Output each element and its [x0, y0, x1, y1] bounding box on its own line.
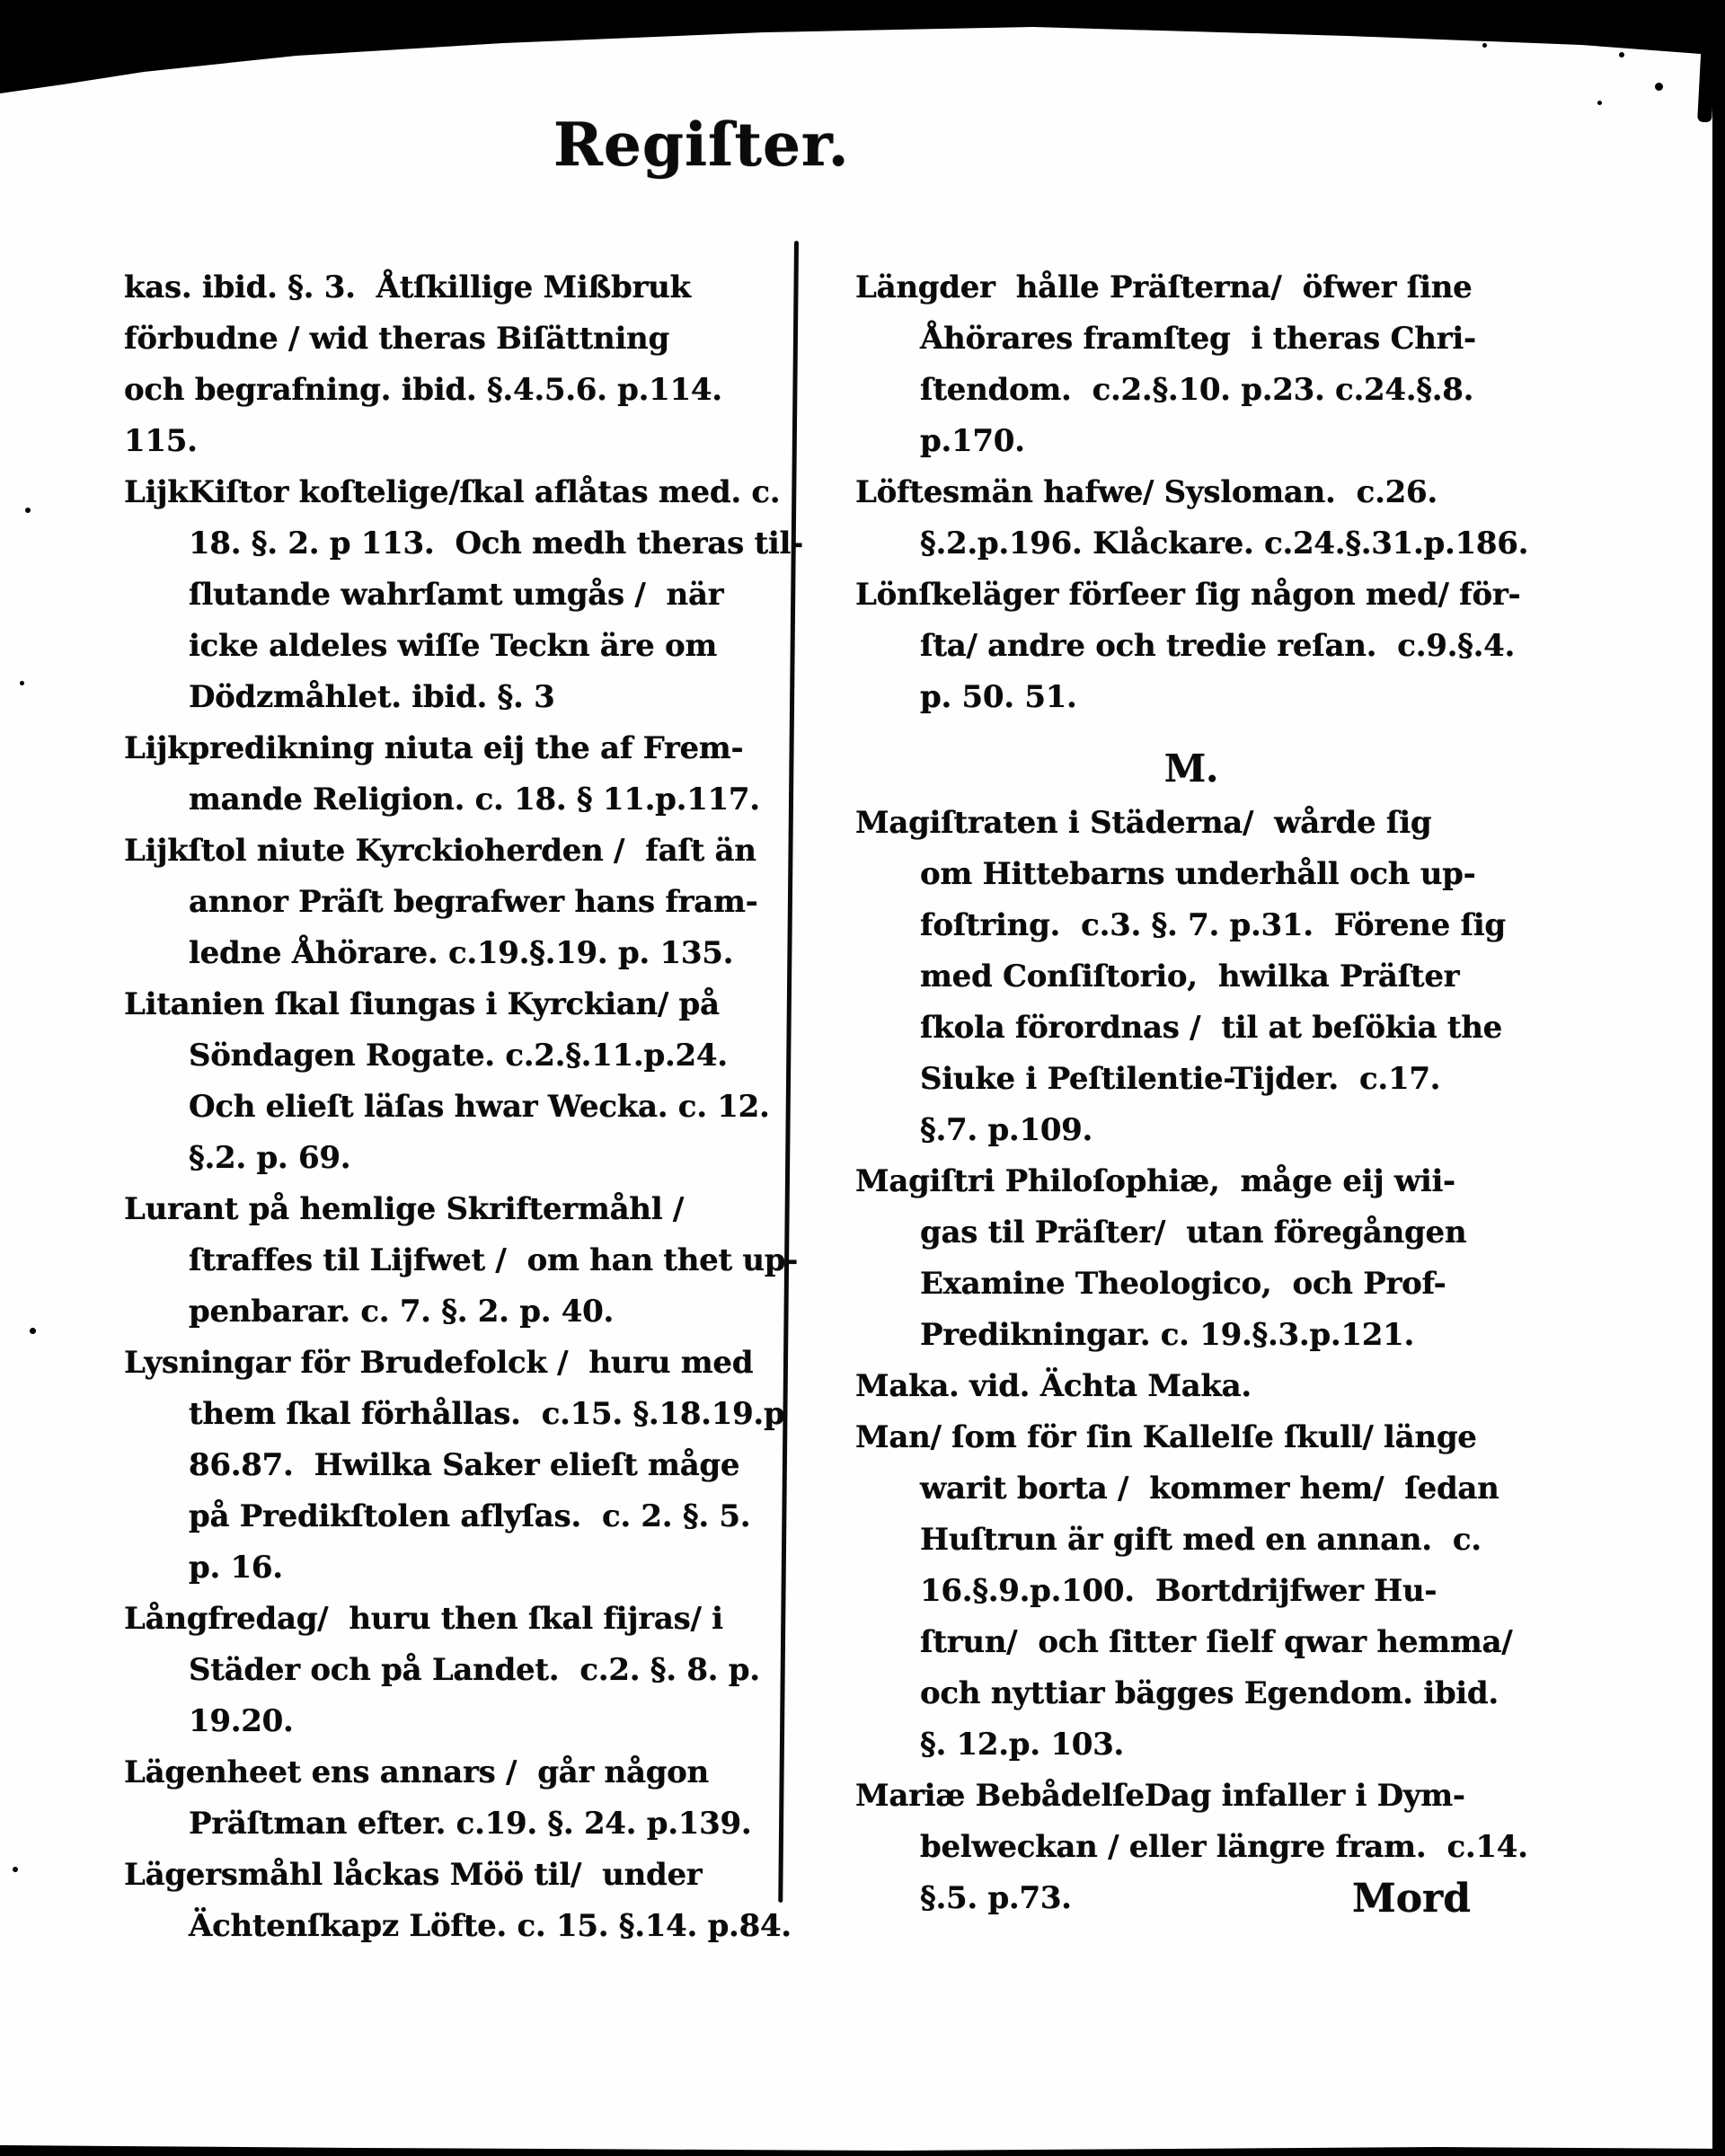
- index-entry-line: §.7. p.109.: [920, 1112, 1093, 1148]
- index-entry-line: ſlutande wahrſamt umgås / när: [189, 577, 724, 613]
- index-entry-line: Siuke i Peſtilentie-Tijder. c.17.: [920, 1061, 1441, 1097]
- index-entry-line: Lönſkeläger förſeer ſig någon med/ för-: [855, 577, 1521, 613]
- ink-speck: [13, 1867, 18, 1872]
- index-entry-line: Söndagen Rogate. c.2.§.11.p.24.: [189, 1038, 728, 1074]
- index-entry-line: §.2.p.196. Klåckare. c.24.§.31.p.186.: [920, 526, 1529, 561]
- index-entry-line: Lijkpredikning niuta eij the af Frem-: [124, 730, 744, 766]
- index-entry-line: om Hittebarns underhåll och up-: [920, 856, 1476, 892]
- index-entry-line: gas til Präſter/ utan föregången: [920, 1215, 1467, 1250]
- index-entry-line: 86.87. Hwilka Saker elieſt måge: [189, 1447, 740, 1483]
- index-entry: [124, 723, 796, 826]
- index-entry-line: Längder hålle Präſterna/ öfwer ſine: [855, 270, 1473, 305]
- index-entry-line: Och elieſt läſas hwar Wecka. c. 12.: [189, 1089, 770, 1125]
- index-entry-line: warit borta / kommer hem/ ſedan: [920, 1471, 1499, 1507]
- index-entry-line: 18. §. 2. p 113. Och medh theras til-: [189, 526, 803, 561]
- index-entry-line: Dödzmåhlet. ibid. §. 3: [189, 679, 555, 715]
- index-entry-line: Lägersmåhl låckas Möö til/ under: [124, 1857, 703, 1893]
- section-letter-heading: M.: [1163, 747, 1219, 791]
- index-entry-line: penbarar. c. 7. §. 2. p. 40.: [189, 1294, 615, 1330]
- index-entry-line: Magiſtraten i Städerna/ wårde ſig: [855, 805, 1432, 841]
- index-entry-line: Löftesmän hafwe/ Sysloman. c.26.: [855, 474, 1438, 510]
- index-entry: [855, 467, 1527, 570]
- index-entry: [124, 826, 796, 979]
- index-entry: [124, 1747, 796, 1850]
- ink-speck: [30, 1328, 36, 1334]
- index-entry: [124, 1594, 796, 1747]
- index-entry: [124, 1850, 796, 1952]
- ink-speck: [1619, 52, 1624, 57]
- index-entry-line: icke aldeles wiſſe Teckn äre om: [189, 628, 718, 664]
- index-entry-line: Lijkſtol niute Kyrckioherden / faſt än: [124, 833, 756, 869]
- index-entry-line: annor Präſt begrafwer hans fram-: [189, 884, 758, 920]
- index-entry-line: p.170.: [920, 423, 1025, 459]
- index-entry-line: 19.20.: [189, 1703, 294, 1739]
- index-entry-line: p. 16.: [189, 1550, 283, 1586]
- index-entry-line: med Conſiſtorio, hwilka Präſter: [920, 959, 1460, 994]
- page-title: Regiſter.: [553, 110, 850, 180]
- index-entry-line: ſtraffes til Lijfwet / om han thet up-: [189, 1242, 799, 1278]
- catchword: Mord: [1352, 1876, 1471, 1922]
- index-entry-line: Lägenheet ens annars / går någon: [124, 1754, 709, 1790]
- index-entry: [855, 262, 1527, 467]
- index-entry-line: belweckan / eller längre fram. c.14.: [920, 1829, 1528, 1865]
- index-entry-line: ſtrun/ och ſitter ſielf qwar hemma/: [920, 1624, 1513, 1660]
- index-entry-line: foſtring. c.3. §. 7. p.31. Förene ſig: [920, 907, 1506, 943]
- index-entry-line: §.2. p. 69.: [189, 1140, 351, 1176]
- index-column-right: [855, 262, 1527, 1924]
- index-entry-line: Predikningar. c. 19.§.3.p.121.: [920, 1317, 1415, 1353]
- index-entry-line: ſkola förordnas / til at beſökia the: [920, 1010, 1502, 1046]
- index-entry-line: ſtendom. c.2.§.10. p.23. c.24.§.8.: [920, 372, 1474, 408]
- index-entry-line: them ſkal förhållas. c.15. §.18.19.p: [189, 1396, 785, 1432]
- index-entry-line: Litanien ſkal ſiungas i Kyrckian/ på: [124, 986, 720, 1022]
- index-entry-line: Examine Theologico, och Prof-: [920, 1266, 1446, 1302]
- index-entry: [855, 1412, 1527, 1771]
- index-entry: [855, 1361, 1527, 1412]
- index-entry: [124, 979, 796, 1184]
- scan-edge-right: [1712, 0, 1725, 2156]
- index-entry: [855, 1156, 1527, 1361]
- index-entry-line: ſta/ andre och tredie reſan. c.9.§.4.: [920, 628, 1516, 664]
- index-entry-line: 16.§.9.p.100. Bortdrijfwer Hu-: [920, 1573, 1438, 1609]
- index-entry-line: Mariæ BebådelſeDag infaller i Dym-: [855, 1778, 1465, 1814]
- index-entry-line: Ächtenſkapz Löfte. c. 15. §.14. p.84.: [189, 1908, 792, 1944]
- index-entry-line: Lysningar för Brudefolck / huru med: [124, 1345, 754, 1381]
- index-entry-line: Åhörares framſteg i theras Chri-: [920, 321, 1476, 357]
- scan-edge-top: [0, 0, 1725, 99]
- index-entry: [124, 1338, 796, 1594]
- index-entry: [855, 798, 1527, 1156]
- index-entry-line: och begrafning. ibid. §.4.5.6. p.114.: [124, 372, 722, 408]
- index-entry-line: §.5. p.73.: [920, 1880, 1072, 1916]
- ink-speck: [25, 508, 31, 513]
- index-entry-line: mande Religion. c. 18. § 11.p.117.: [189, 782, 760, 817]
- index-entry-line: och nyttiar bägges Egendom. ibid.: [920, 1675, 1499, 1711]
- index-entry-line: Magiſtri Philoſophiæ, måge eij wii-: [855, 1163, 1455, 1199]
- index-entry-line: 115.: [124, 423, 198, 459]
- index-entry-line: kas. ibid. §. 3. Åtſkillige Mißbruk: [124, 270, 691, 305]
- index-entry: [124, 1184, 799, 1338]
- index-entry-line: förbudne / wid theras Biſättning: [124, 321, 669, 357]
- index-entry-line: Huſtrun är gift med en annan. c.: [920, 1522, 1482, 1558]
- index-entry-line: LijkKiſtor koſtelige/ſkal aflåtas med. c.: [124, 474, 781, 510]
- index-entry-line: Man/ ſom för ſin Kallelſe ſkull/ länge: [855, 1419, 1477, 1455]
- index-entry: [124, 262, 796, 467]
- index-entry-line: Maka. vid. Ächta Maka.: [855, 1368, 1252, 1404]
- ink-speck: [1482, 43, 1487, 48]
- index-entry-line: på Predikſtolen aflyſas. c. 2. §. 5.: [189, 1498, 751, 1534]
- index-entry-line: Städer och på Landet. c.2. §. 8. p.: [189, 1652, 760, 1688]
- index-entry-line: Lurant på hemlige Skriftermåhl /: [124, 1191, 684, 1227]
- index-entry-line: p. 50. 51.: [920, 679, 1077, 715]
- index-column-left: [124, 262, 803, 1952]
- index-entry-line: Präſtman efter. c.19. §. 24. p.139.: [189, 1806, 752, 1842]
- ink-speck: [1597, 101, 1602, 105]
- index-entry-line: §. 12.p. 103.: [920, 1727, 1124, 1763]
- ink-speck: [1568, 34, 1575, 41]
- index-entry-line: ledne Åhörare. c.19.§.19. p. 135.: [189, 935, 734, 971]
- index-entry-line: Långfredag/ huru then ſkal fijras/ i: [124, 1601, 723, 1637]
- scan-edge-bottom: [0, 2140, 1725, 2156]
- index-entry: [855, 570, 1527, 723]
- ink-speck: [1655, 83, 1663, 91]
- index-entry: [124, 467, 803, 723]
- ink-speck: [20, 681, 24, 685]
